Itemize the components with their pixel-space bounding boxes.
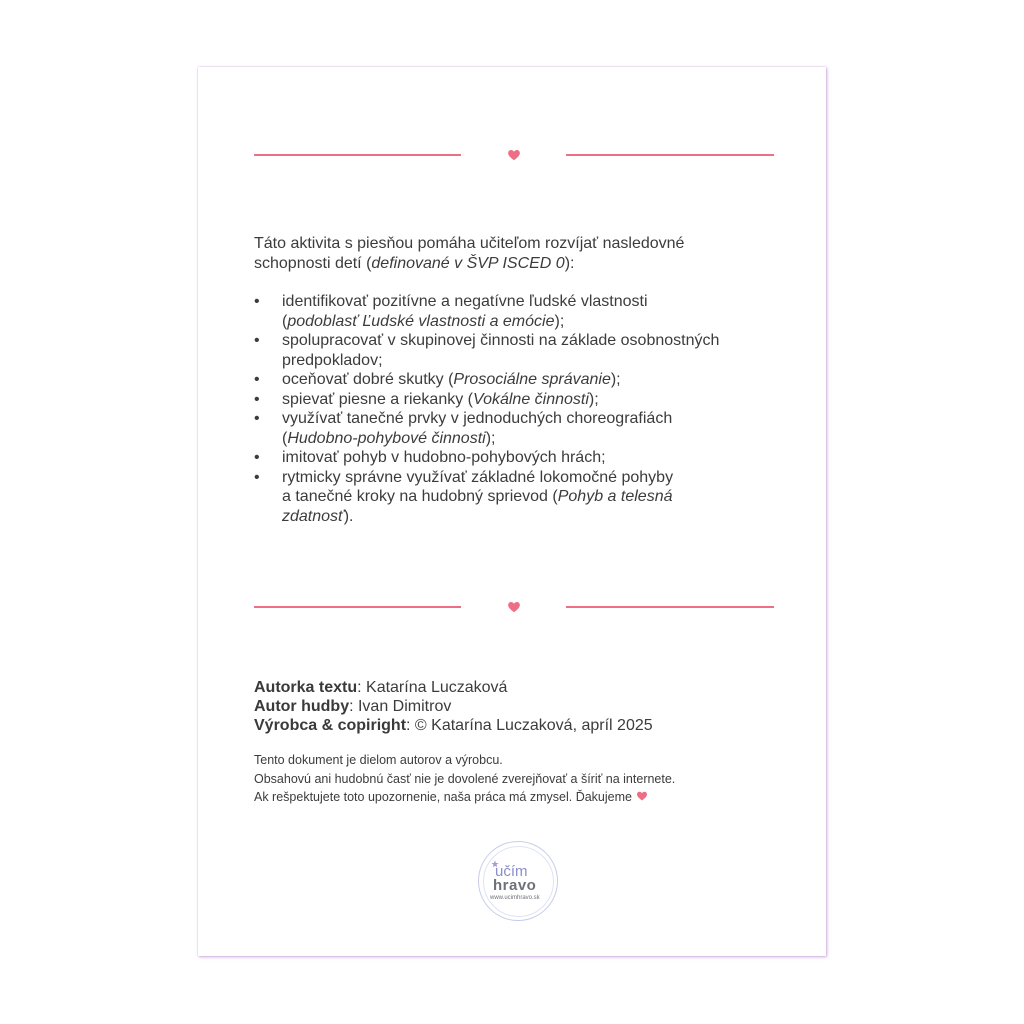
list-item-text: predpokladov; bbox=[282, 351, 383, 369]
heart-icon bbox=[507, 148, 521, 162]
list-item bbox=[254, 370, 794, 390]
divider-line-right bbox=[566, 606, 774, 608]
heart-icon bbox=[636, 790, 648, 802]
list-item bbox=[254, 448, 794, 468]
credit-value: : Katarína Luczaková bbox=[357, 679, 508, 696]
intro-line-2-suffix: ): bbox=[564, 254, 575, 272]
list-item bbox=[254, 390, 794, 410]
list-item-text: • využívať tanečné prvky v jednoduchých choreografiách bbox=[282, 410, 673, 427]
credit-music-author bbox=[254, 697, 653, 716]
list-item-text: • spievať piesne a riekanky (Vokálne činnosti); bbox=[282, 390, 599, 408]
credit-text-author bbox=[254, 678, 653, 697]
list-item-text: • rytmicky správne využívať základné lokomočné pohyby bbox=[282, 468, 674, 486]
bottom-divider bbox=[254, 601, 774, 613]
document-page bbox=[198, 67, 826, 956]
copyright-notice bbox=[254, 751, 675, 807]
notice-line-2: Obsahovú ani hudobnú časť nie je dovolené zverejňovať a šíriť na internete. bbox=[254, 771, 676, 786]
list-item bbox=[254, 331, 794, 370]
credit-value: : © Katarína Luczaková, apríl 2025 bbox=[406, 717, 653, 734]
list-item-text: • spolupracovať v skupinovej činnosti na základe osobnostných bbox=[282, 332, 720, 349]
list-item-text: • imitovať pohyb v hudobno-pohybových hrách; bbox=[282, 449, 606, 466]
list-item bbox=[254, 468, 794, 527]
credit-label: Autor hudby bbox=[254, 698, 350, 715]
list-item-text: zdatnosť). bbox=[282, 507, 354, 525]
divider-line-left bbox=[254, 154, 461, 156]
list-item bbox=[254, 292, 794, 331]
intro-line-2 bbox=[254, 254, 774, 274]
list-item-text: (Hudobno-pohybové činnosti); bbox=[282, 429, 496, 447]
divider-line-right bbox=[566, 154, 774, 156]
divider-line-left bbox=[254, 606, 461, 608]
credit-value: : Ivan Dimitrov bbox=[349, 698, 452, 715]
list-item-text: • identifikovať pozitívne a negatívne ľudské vlastnosti bbox=[282, 293, 648, 310]
heart-icon bbox=[507, 600, 521, 614]
notice-line-3 bbox=[254, 788, 675, 807]
ucim-hravo-logo bbox=[478, 841, 558, 921]
credit-label: Autorka textu bbox=[254, 679, 358, 696]
intro-paragraph bbox=[254, 234, 774, 273]
credits-block bbox=[254, 678, 653, 735]
list-item bbox=[254, 409, 794, 448]
credit-label: Výrobca & copiright bbox=[254, 717, 407, 734]
logo-text-top: učím bbox=[495, 863, 528, 880]
logo-text-bottom: hravo bbox=[493, 877, 537, 894]
skills-list bbox=[254, 292, 794, 526]
list-item-text: (podoblasť Ľudské vlastnosti a emócie); bbox=[282, 312, 565, 330]
credit-producer bbox=[254, 716, 653, 735]
notice-line-3-text: Ak rešpektujete toto upozornenie, naša práca má zmysel. Ďakujeme bbox=[254, 790, 632, 804]
list-item-text: • oceňovať dobré skutky (Prosociálne správanie); bbox=[282, 371, 621, 388]
intro-line-2-italic: definované v ŠVP ISCED 0 bbox=[371, 254, 565, 272]
intro-line-2-prefix: schopnosti detí ( bbox=[254, 254, 372, 272]
top-divider bbox=[254, 149, 774, 161]
logo-url: www.ucimhravo.sk bbox=[490, 895, 540, 901]
notice-line-1: Tento dokument je dielom autorov a výrobcu. bbox=[254, 753, 503, 767]
list-item-text: a tanečné kroky na hudobný sprievod (Pohyb a telesná bbox=[282, 488, 673, 505]
intro-line-1: Táto aktivita s piesňou pomáha učiteľom rozvíjať nasledovné bbox=[254, 235, 685, 252]
